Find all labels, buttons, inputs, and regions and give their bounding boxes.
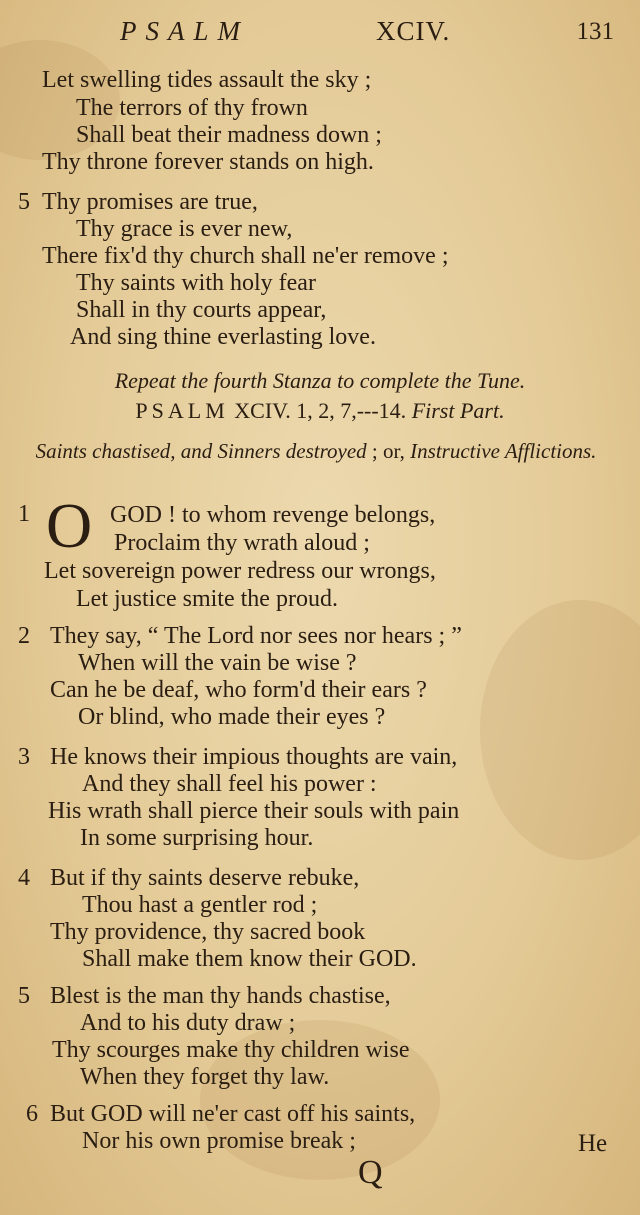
verse-line: Let sovereign power redress our wrongs, (44, 558, 436, 584)
psalm-heading-label: PSALM (135, 398, 229, 423)
verse-number: 5 (18, 983, 30, 1009)
verse-line: But if thy saints deserve rebuke, (50, 865, 360, 891)
verse-line: They say, “ The Lord nor sees nor hears ; ” (50, 623, 462, 649)
catchword: He (578, 1130, 608, 1157)
running-head (0, 14, 640, 50)
verse-line: Thy scourges make thy children wise (52, 1037, 410, 1063)
page-number: 131 (576, 18, 614, 45)
verse-number: 2 (18, 623, 30, 649)
verse-line: Nor his own promise break ; (82, 1128, 356, 1154)
verse-line: Thou hast a gentler rod ; (82, 892, 318, 918)
subject-part-1: Saints chastised, and Sinners destroyed (35, 439, 367, 463)
verse-line: Let justice smite the proud. (76, 586, 338, 612)
verse-line: And sing thine everlasting love. (70, 324, 376, 350)
rubric-instruction: Repeat the fourth Stanza to complete the Tune. (114, 368, 526, 393)
verse-line: GOD ! to whom revenge belongs, (110, 502, 436, 528)
verse-number: 5 (18, 189, 30, 215)
verse-line: Shall in thy courts appear, (76, 297, 327, 323)
verse-line: Thy saints with holy fear (76, 270, 316, 296)
verse-line: Blest is the man thy hands chastise, (50, 983, 391, 1009)
drop-cap: O (46, 490, 93, 561)
verse-line: Shall make them know their GOD. (82, 946, 417, 972)
verse-line: And to his duty draw ; (80, 1010, 296, 1036)
verse-line: When they forget thy law. (80, 1064, 330, 1090)
running-head-title: PSALM (120, 16, 249, 46)
verse-number: 1 (18, 501, 30, 527)
verse-number: 4 (18, 865, 30, 891)
verse-line: Can he be deaf, who form'd their ears ? (50, 677, 427, 703)
running-head-psalm-number: XCIV. (376, 16, 451, 46)
verse-line: He knows their impious thoughts are vain, (50, 744, 458, 770)
verse-line: Or blind, who made their eyes ? (78, 704, 386, 730)
verse-line: In some surprising hour. (80, 825, 314, 851)
verse-line: Thy providence, thy sacred book (50, 919, 366, 945)
verse-line: Let swelling tides assault the sky ; (42, 67, 372, 93)
verse-line: Thy throne forever stands on high. (42, 149, 374, 175)
verse-line: Thy grace is ever new, (76, 216, 293, 242)
verse-line: And they shall feel his power : (82, 771, 377, 797)
subject-separator: ; or, (371, 439, 405, 463)
verse-line: Proclaim thy wrath aloud ; (114, 530, 370, 556)
verse-line: His wrath shall pierce their souls with pain (48, 798, 460, 824)
psalm-heading-ref: XCIV. 1, 2, 7,---14. (234, 398, 407, 423)
psalm-heading-part: First Part. (411, 398, 505, 423)
psalm-subject (16, 438, 616, 464)
paper-stain (480, 600, 640, 860)
verse-line: Shall beat their madness down ; (76, 122, 382, 148)
verse-number: 3 (18, 744, 30, 770)
verse-line: There fix'd thy church shall ne'er remove ; (42, 243, 449, 269)
signature-mark: Q (358, 1154, 383, 1191)
verse-number: 6 (26, 1101, 38, 1127)
psalm-heading (0, 398, 640, 424)
verse-line: But GOD will ne'er cast off his saints, (50, 1101, 416, 1127)
subject-part-2: Instructive Afflictions. (410, 439, 597, 463)
verse-line: When will the vain be wise ? (78, 650, 357, 676)
verse-line: The terrors of thy frown (76, 95, 308, 121)
verse-line: Thy promises are true, (42, 189, 258, 215)
